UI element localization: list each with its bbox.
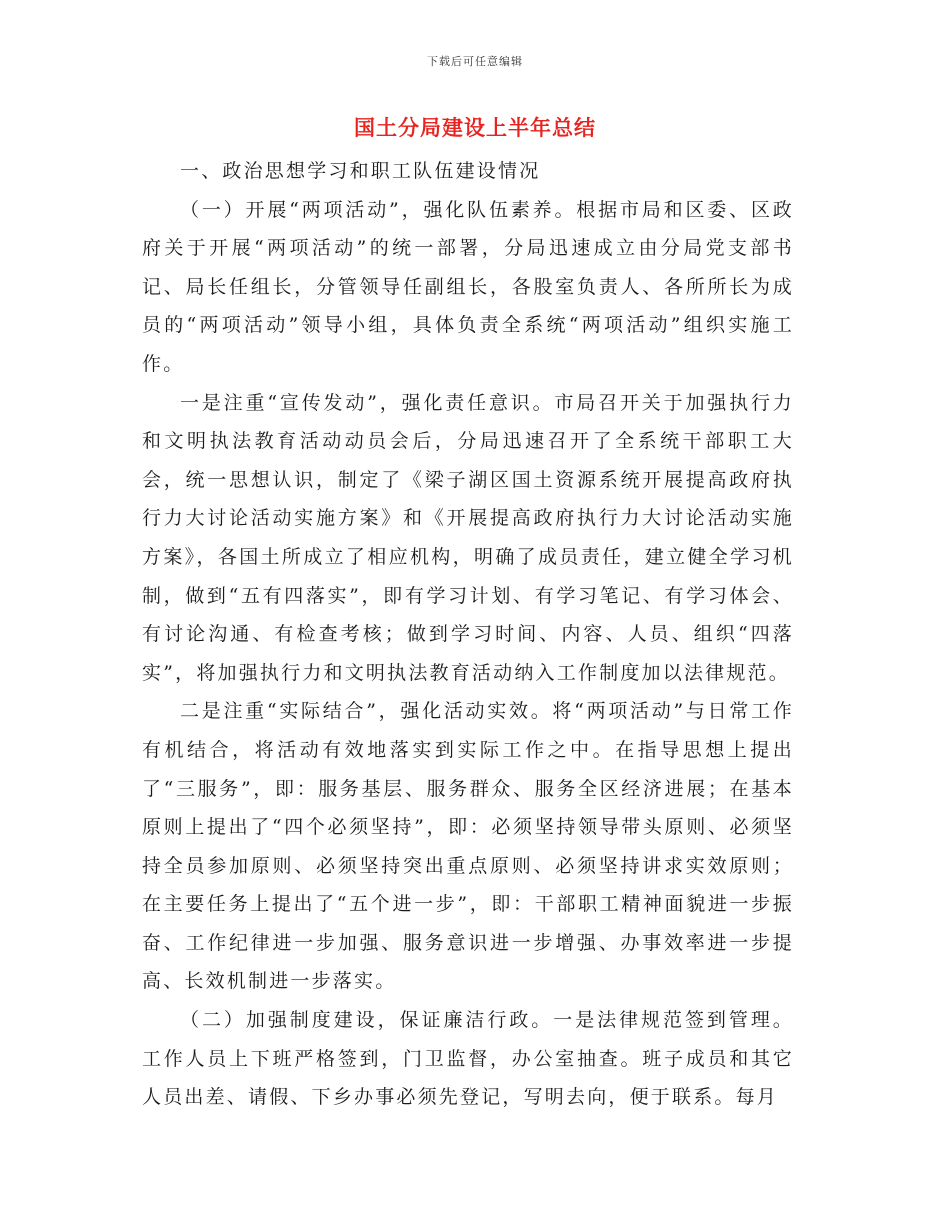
paragraph-1: （一）开展“两项活动”，强化队伍素养。根据市局和区委、区政府关于开展“两项活动”的统一部署，分局迅速成立由分局党支部书记、局长任组长，分管领导任副组长，各股室负责人、各所所长为成员的“两项活动”领导小组，具体负责全系统“两项活动”组织实施工作。 <box>142 198 794 375</box>
document-title: 国土分局建设上半年总结 <box>354 115 596 140</box>
page-header-note: 下载后可任意编辑 <box>427 55 523 68</box>
document-body <box>142 152 794 1117</box>
paragraph-2: 一是注重“宣传发动”，强化责任意识。市局召开关于加强执行力和文明执法教育活动动员会后，分局迅速召开了全系统干部职工大会，统一思想认识，制定了《梁子湖区国土资源系统开展提高政府执行力大讨论活动实施方案》和《开展提高政府执行力大讨论活动实施方案》，各国土所成立了相应机构，明确了成员责任，建立健全学习机制，做到“五有四落实”，即有学习计划、有学习笔记、有学习体会、有讨论沟通、有检查考核；做到学习时间、内容、人员、组织“四落实”，将加强执行力和文明执法教育活动纳入工作制度加以法律规范。 <box>142 391 794 684</box>
paragraph-3: 二是注重“实际结合”，强化活动实效。将“两项活动”与日常工作有机结合，将活动有效地落实到实际工作之中。在指导思想上提出了“三服务”，即：服务基层、服务群众、服务全区经济进展；在基本原则上提出了“四个必须坚持”，即：必须坚持领导带头原则、必须坚持全员参加原则、必须坚持突出重点原则、必须坚持讲求实效原则；在主要任务上提出了“五个进一步”，即：干部职工精神面貌进一步振奋、工作纪律进一步加强、服务意识进一步增强、办事效率进一步提高、长效机制进一步落实。 <box>142 700 794 993</box>
paragraph-4: （二）加强制度建设，保证廉洁行政。一是法律规范签到管理。工作人员上下班严格签到，门卫监督，办公室抽查。班子成员和其它人员出差、请假、下乡办事必须先登记，写明去向，便于联系。每月 <box>142 1009 794 1109</box>
section-heading: 一、政治思想学习和职工队伍建设情况 <box>180 160 541 182</box>
